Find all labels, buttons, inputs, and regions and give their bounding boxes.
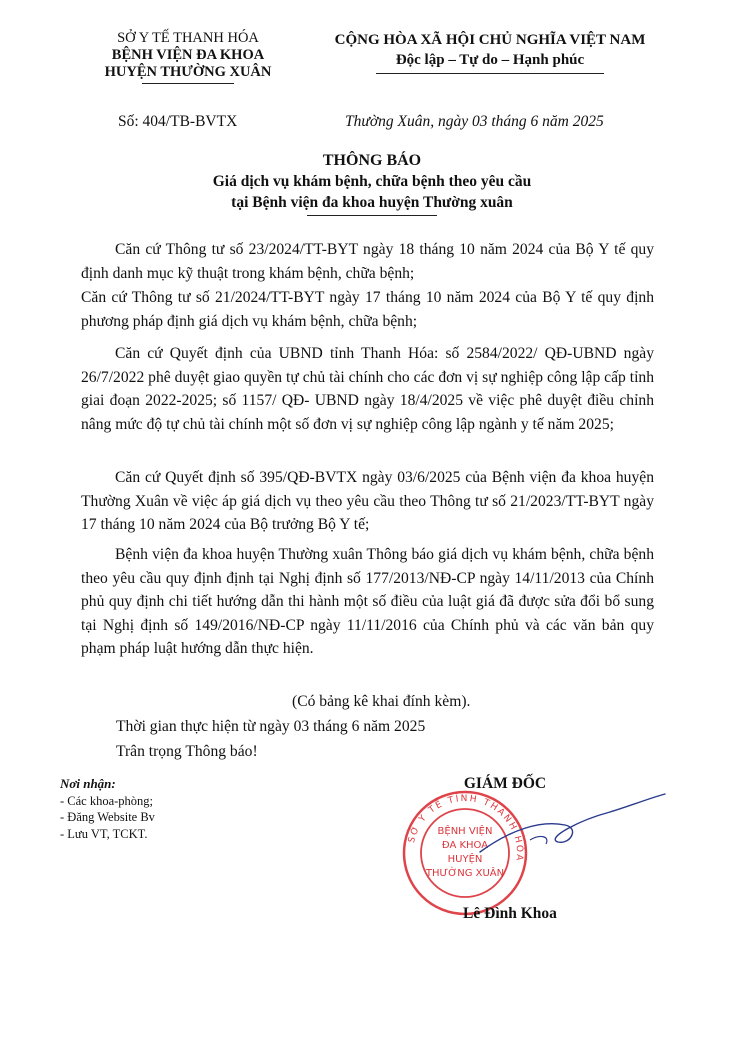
attachment-note: (Có bảng kê khai đính kèm). [292,693,471,710]
recipient-item: - Lưu VT, TCKT. [60,826,148,841]
recipients-label: Nơi nhận: [60,776,116,791]
recipient-item: - Các khoa-phòng; [60,793,154,808]
issuer-hospital-line2: HUYỆN THƯỜNG XUÂN [104,64,272,80]
issuer-underline [142,83,234,84]
motto-underline [376,73,604,74]
handwritten-signature [470,790,670,870]
body-paragraph-2: Căn cứ Thông tư số 21/2024/TT-BYT ngày 17 tháng 10 năm 2024 của Bộ Y tế quy định phương pháp định giá dịch vụ khám bệnh, chữa bệnh; [81,289,654,330]
recipient-item: - Đăng Website Bv [60,810,155,824]
body-paragraph-1: Căn cứ Thông tư số 23/2024/TT-BYT ngày 18 tháng 10 năm 2024 của Bộ Y tế quy định danh mục kỹ thuật trong khám bệnh, chữa bệnh; [81,241,654,282]
document-subtitle-line1: Giá dịch vụ khám bệnh, chữa bệnh theo yêu cầu [212,173,532,190]
effective-date: Thời gian thực hiện từ ngày 03 tháng 6 năm 2025 [116,718,426,735]
signer-title: GIÁM ĐỐC [463,775,547,792]
document-date: Thường Xuân, ngày 03 tháng 6 năm 2025 [345,113,604,130]
recipients-block [60,776,290,842]
signer-name: Lê Đình Khoa [463,905,557,922]
svg-text:HUYỆN: HUYỆN [447,854,483,865]
issuer-hospital-line1: BỆNH VIỆN ĐA KHOA [111,47,265,63]
document-number: Số: 404/TB-BVTX [118,113,238,130]
svg-text:BỆNH VIỆN: BỆNH VIỆN [437,826,493,837]
svg-text:SỞ Y TẾ TỈNH THANH HÓA: SỞ Y TẾ TỈNH THANH HÓA [407,793,525,863]
body-paragraph-3: Căn cứ Quyết định của UBND tỉnh Thanh Hóa: số 2584/2022/ QĐ-UBND ngày 26/7/2022 phê duyệt giao quyền tự chủ tài chính cho các đơn vị sự nghiệp công lập cấp tỉnh giai đoạn 2022-2025; số 1157/ QĐ- UBND ngày 18/4/2025 về việc phê duyệt điều chỉnh nâng mức độ tự chủ tài chính một số đơn vị sự nghiệp công lập ngành y tế năm 2025; [81,345,654,433]
body-paragraph-5: Bệnh viện đa khoa huyện Thường xuân Thông báo giá dịch vụ khám bệnh, chữa bệnh theo yêu cầu quy định định tại Nghị định số 177/2013/NĐ-CP ngày 14/11/2013 của Chính phủ quy định chi tiết hướng dẫn thi hành một số điều của luật giá đã được sửa đổi bổ sung tại Nghị định số 149/2016/NĐ-CP ngày 11/11/2016 của Chính phủ và các văn bản quy phạm pháp luật hướng dẫn thực hiện. [81,546,654,657]
svg-text:ĐA KHOA: ĐA KHOA [441,840,489,851]
document-title-block [70,150,674,216]
issuer-block [88,30,288,84]
document-subtitle-line2: tại Bệnh viện đa khoa huyện Thường xuân [231,194,513,211]
closing-line: Trân trọng Thông báo! [116,743,258,760]
body-paragraph-4: Căn cứ Quyết định số 395/QĐ-BVTX ngày 03/6/2025 của Bệnh viện đa khoa huyện Thường Xuân về việc áp giá dịch vụ theo yêu cầu theo Thông tư số 21/2023/TT-BYT ngày 17 tháng 10 năm 2024 của Bộ trưởng Bộ Y tế; [81,469,654,533]
svg-text:THƯỜNG XUÂN: THƯỜNG XUÂN [425,868,505,879]
title-underline [307,215,437,216]
national-motto-block [318,30,662,74]
document-title: THÔNG BÁO [322,152,422,169]
national-title: CỘNG HÒA XÃ HỘI CHỦ NGHĨA VIỆT NAM [334,32,646,48]
national-motto: Độc lập – Tự do – Hạnh phúc [395,52,585,68]
issuer-parent-agency: SỞ Y TẾ THANH HÓA [117,30,259,46]
